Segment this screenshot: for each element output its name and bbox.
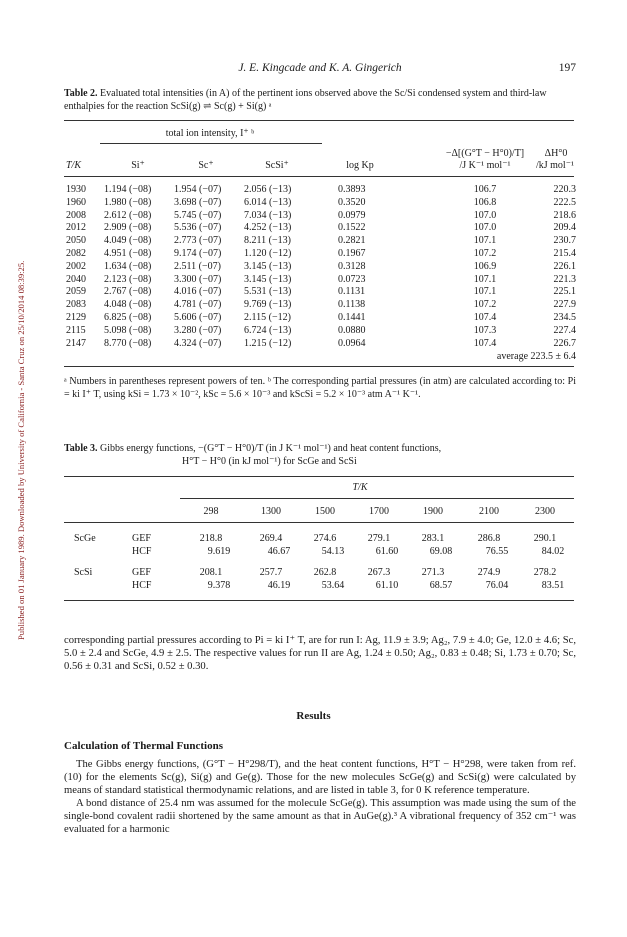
table2-cell: 2.123 (−08) [104, 273, 152, 285]
table3-temp-header: 2100 [479, 506, 499, 517]
table2-cell: 234.5 [553, 312, 576, 323]
table2-cell: 2050 [66, 235, 86, 247]
table2-cell: 2.511 (−07) [174, 260, 221, 272]
table3-cell: 286.8 [477, 533, 501, 544]
table3-cell: 76.55 [485, 546, 509, 557]
table2-cell: 0.2821 [338, 235, 366, 247]
table3-species: ScGe [74, 533, 96, 544]
table3-cell: 274.6 [313, 533, 337, 544]
table3-cell: 271.3 [421, 567, 445, 578]
table2-cell: 4.951 (−08) [104, 248, 152, 259]
table2-cell: 0.0964 [338, 337, 366, 349]
table2-cell: 225.1 [553, 286, 576, 298]
table3-caption-line1: Gibbs energy functions, −(G°T − H°0)/T (in J K⁻¹ mol⁻¹) and heat content functions, [100, 443, 442, 454]
table3-group-header: T/K [352, 482, 368, 493]
table2-cell: 3.698 (−07) [174, 196, 222, 208]
table2-cell: 6.825 (−08) [104, 312, 152, 323]
table3-function: HCF [132, 546, 152, 557]
table2-cell: 0.1441 [338, 312, 366, 323]
table3-cell: 218.8 [199, 533, 223, 544]
table3-label: Table 3. [64, 443, 98, 454]
table2-cell: 2040 [66, 273, 86, 285]
download-watermark-text: Published on 01 January 1989. Downloaded by University of California - Santa Cruz on 25/10/2014 08:39:25. [16, 260, 26, 640]
table2-cell: 8.211 (−13) [244, 235, 291, 247]
table2-cell: 0.3128 [338, 260, 366, 272]
table2-cell: 107.1 [473, 235, 497, 247]
table2-cell: 0.3893 [338, 184, 366, 195]
table2-col-gef-line1: −Δ[(G°T − H°0)/T] [445, 148, 525, 159]
table3-caption-line2: H°T − H°0 (in kJ mol⁻¹) for ScGe and ScSi [182, 455, 357, 467]
table3-cell: 54.13 [321, 546, 345, 557]
table2-top-rule [64, 120, 574, 121]
table2-cell: 220.3 [553, 184, 576, 195]
table2-cell: 5.536 (−07) [174, 222, 222, 234]
table2-cell: 0.1138 [338, 299, 366, 311]
table3-cell: 269.4 [259, 533, 283, 544]
table3-cell: 46.19 [267, 580, 291, 591]
results-heading: Results [296, 710, 331, 722]
table3-cell: 278.2 [533, 567, 557, 578]
table3-function: GEF [132, 567, 151, 578]
table2-col-scsi: ScSi⁺ [265, 160, 289, 171]
table2-cell: 1.954 (−07) [174, 184, 222, 195]
table2-cell: 2.909 (−08) [104, 222, 152, 234]
table2-cell: 107.1 [473, 273, 497, 285]
table2-cell: 221.3 [553, 273, 576, 285]
table2-cell: 2129 [66, 312, 86, 323]
table3-temp-header: 1700 [369, 506, 389, 517]
paragraph-1: corresponding partial pressures according to Pi = ki I⁺ T, are for run I: Ag, 11.9 ± 3.9; Ag₂, 7.9 ± 4.0; Ge, 12.0 ± 4.6; Sc, 5.0 ± 2.4 and ScGe, 4.9 ± 2.5. The respective values for run II are Ag, 1.24 ± 0.50; Ag₂, 0.83 ± 0.48; Si, 1.73 ± 0.70; Sc, 0.56 ± 0.31 and ScSi, 0.52 ± 0.30. [64, 635, 576, 672]
table2-col-dh-line1: ΔH°0 [544, 148, 568, 159]
table2-cell: 7.034 (−13) [244, 209, 292, 221]
table2-cell: 4.049 (−08) [104, 235, 152, 247]
table2-cell: 1.194 (−08) [104, 184, 152, 195]
table2-cell: 2059 [66, 286, 86, 298]
table2-col-gef-line2: /J K⁻¹ mol⁻¹ [459, 160, 511, 171]
table2-cell: 1960 [66, 196, 86, 208]
table3-cell: 290.1 [533, 533, 557, 544]
table2-group-rule [100, 143, 322, 144]
table3-cell: 76.04 [485, 580, 509, 591]
table2-cell: 3.300 (−07) [174, 273, 222, 285]
table2-cell: 6.014 (−13) [244, 196, 292, 208]
table2-cell: 5.531 (−13) [244, 286, 292, 298]
table2-col-si: Si⁺ [131, 160, 145, 171]
table2-cell: 107.3 [473, 324, 497, 336]
table2-cell: 2.612 (−08) [104, 209, 152, 221]
table3-group-rule [180, 498, 574, 499]
table2-cell: 106.7 [473, 184, 497, 195]
download-watermark [4, 120, 26, 640]
table3-function: GEF [132, 533, 151, 544]
table2-cell: 0.3520 [338, 196, 366, 208]
table2-cell: 4.252 (−13) [244, 222, 292, 234]
table2-col-sc: Sc⁺ [198, 160, 214, 171]
table2-label: Table 2. [64, 88, 98, 99]
table3-species: ScSi [74, 567, 93, 578]
table2-col-dh-line2: /kJ mol⁻¹ [535, 160, 574, 171]
table2-cell: 226.7 [553, 337, 576, 349]
table2-cell: 2.773 (−07) [174, 235, 222, 247]
table2-cell: 106.9 [473, 260, 497, 272]
table2-cell: 222.5 [553, 196, 576, 208]
table2-cell: 8.770 (−08) [104, 337, 152, 349]
table3-temp-header: 1300 [261, 506, 281, 517]
table2-cell: 3.145 (−13) [244, 260, 292, 272]
table2-caption [64, 88, 576, 113]
table3-cell: 46.67 [267, 546, 291, 557]
paragraph-3: A bond distance of 25.4 nm was assumed for the molecule ScGe(g). This assumption was made using the sum of the single-bond covalent radii shortened by the same amount as that in AuGe(g).³ A vibrational frequency of 352 cm⁻¹ was evaluated for a harmonic [64, 798, 576, 835]
table2-cell: 2115 [66, 324, 86, 336]
table2-cell: 106.8 [473, 196, 497, 208]
table2-cell: 227.9 [553, 299, 576, 311]
table2-cell: 218.6 [553, 209, 576, 221]
table3-temp-header: 1900 [423, 506, 443, 517]
table3-function: HCF [132, 580, 152, 591]
table3-cell: 208.1 [199, 567, 223, 578]
table3-cell: 69.08 [429, 546, 453, 557]
table2-cell: 0.0880 [338, 324, 366, 336]
table2-cell: 227.4 [553, 324, 576, 336]
table2-cell: 209.4 [553, 222, 576, 234]
table3-cell: 262.8 [313, 567, 337, 578]
table2-caption-text: Evaluated total intensities (in A) of the pertinent ions observed above the Sc/Si condensed system and third-law enthalpies for the reaction ScSi(g) ⇌ Sc(g) + Si(g) ᵃ [64, 88, 547, 112]
table3-caption [64, 443, 576, 468]
table2-cell: 0.1522 [338, 222, 366, 234]
table3-cell: 68.57 [429, 580, 453, 591]
table2-cell: 2008 [66, 209, 86, 221]
table2-footnote: ᵃ Numbers in parentheses represent powers of ten. ᵇ The corresponding partial pressures (in atm) are calculated according to: Pi = ki I⁺ T, using kSi = 1.73 × 10⁻², kSc = 5.6 × 10⁻³ and kScSi = 5.2 × 10⁻³ atm A⁻¹ K⁻¹. [64, 376, 576, 400]
table2-cell: 5.606 (−07) [174, 312, 222, 323]
table2-cell: 1930 [66, 184, 86, 195]
table2-header-rule [64, 176, 574, 177]
table3-cell: 9.619 [207, 546, 231, 557]
table2-cell: 2147 [66, 337, 86, 349]
table2-cell: 107.0 [473, 209, 497, 221]
table2-cell: 107.4 [473, 312, 497, 323]
body-thermal-functions [64, 758, 576, 836]
table2-cell: 0.0979 [338, 209, 366, 221]
table2-cell: 1.120 (−12) [244, 248, 292, 259]
body-paragraph-partial-pressures [64, 634, 576, 673]
table3-cell: 279.1 [367, 533, 391, 544]
table3-cell: 274.9 [477, 567, 501, 578]
table2-cell: 0.1967 [338, 248, 366, 259]
subsection-heading: Calculation of Thermal Functions [64, 740, 224, 752]
table2-average: average 223.5 ± 6.4 [496, 351, 576, 362]
table2-cell: 2082 [66, 248, 86, 259]
table2-cell: 230.7 [553, 235, 576, 247]
table3-cell: 283.1 [421, 533, 445, 544]
table2-group-header: total ion intensity, I⁺ ᵇ [165, 128, 255, 139]
table2-cell: 2.056 (−13) [244, 184, 292, 195]
table2-cell: 9.769 (−13) [244, 299, 292, 311]
table3-cell: 257.7 [259, 567, 283, 578]
table2-cell: 107.1 [473, 286, 497, 298]
table2-cell: 2083 [66, 299, 86, 311]
table2-cell: 226.1 [553, 260, 576, 272]
table2-cell: 107.2 [473, 248, 497, 259]
table2-cell: 1.634 (−08) [104, 260, 152, 272]
table2-cell: 3.280 (−07) [174, 324, 222, 336]
table2-cell: 2002 [66, 260, 86, 272]
table2-cell: 4.781 (−07) [174, 299, 222, 311]
table2-cell: 9.174 (−07) [174, 248, 222, 259]
table3-temp-header: 1500 [315, 506, 335, 517]
table2-cell: 1.215 (−12) [244, 337, 292, 349]
table3-cell: 84.02 [541, 546, 565, 557]
table2-cell: 2.115 (−12) [244, 312, 291, 323]
table3-temp-header: 298 [203, 506, 219, 517]
table3-header-rule [64, 522, 574, 523]
table2-col-logk: log Kp [346, 160, 374, 171]
table2-cell: 4.016 (−07) [174, 286, 222, 298]
paragraph-2: The Gibbs energy functions, (G°T − H°298/T), and the heat content functions, H°T − H°298, were taken from ref. (10) for the elements Sc(g), Si(g) and Ge(g). Those for the new molecules ScGe(g) and ScSi(g) were calculated by means of standard statistical thermodynamic relations, and are listed in table 3, for 0 K reference temperature. [64, 759, 576, 796]
table3-cell: 61.60 [375, 546, 399, 557]
running-header-authors: J. E. Kingcade and K. A. Gingerich [238, 62, 402, 74]
table3-bottom-rule [64, 600, 574, 601]
table2-cell: 2.767 (−08) [104, 286, 152, 298]
table2-cell: 3.145 (−13) [244, 273, 292, 285]
table2-cell: 5.098 (−08) [104, 324, 152, 336]
table3-cell: 83.51 [541, 580, 565, 591]
table2-cell: 215.4 [553, 248, 576, 259]
table3-cell: 267.3 [367, 567, 391, 578]
table2-cell: 107.2 [473, 299, 497, 311]
table2-cell: 107.4 [473, 337, 497, 349]
table3-cell: 9.378 [207, 580, 231, 591]
running-header [64, 62, 576, 78]
table3-cell: 53.64 [321, 580, 345, 591]
table2-cell: 6.724 (−13) [244, 324, 292, 336]
table2-cell: 0.0723 [338, 273, 366, 285]
table3-temp-header: 2300 [535, 506, 555, 517]
table2-cell: 4.048 (−08) [104, 299, 152, 311]
table2-cell: 1.980 (−08) [104, 196, 152, 208]
table3-cell: 61.10 [375, 580, 399, 591]
table2-bottom-rule [64, 366, 574, 367]
table2-col-t: T/K [66, 160, 82, 171]
table2-cell: 0.1131 [338, 286, 366, 298]
table3-top-rule [64, 476, 574, 477]
table2-cell: 107.0 [473, 222, 497, 234]
table2-cell: 2012 [66, 222, 86, 234]
table2-cell: 4.324 (−07) [174, 337, 222, 349]
page-number: 197 [558, 62, 576, 74]
table2-cell: 5.745 (−07) [174, 209, 222, 221]
